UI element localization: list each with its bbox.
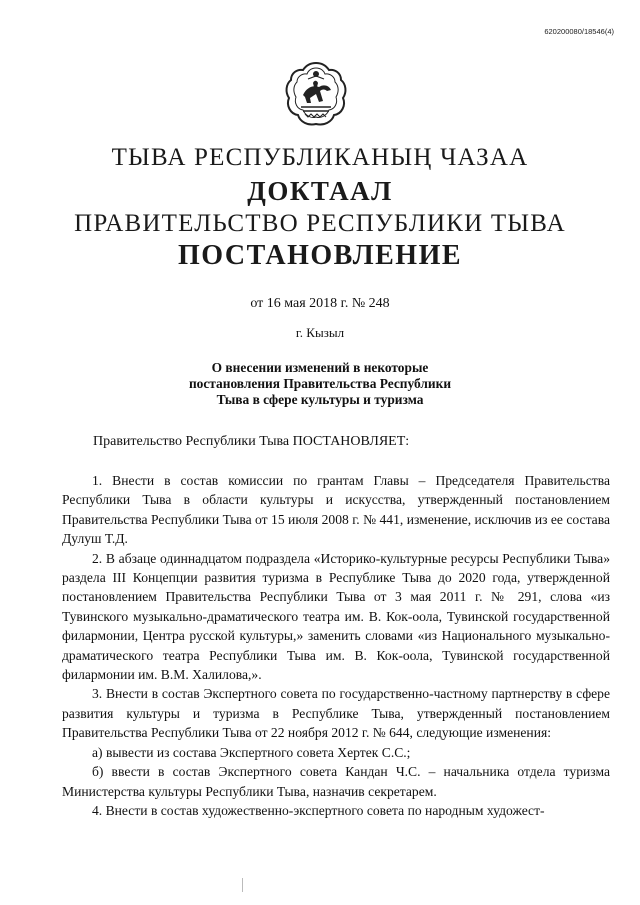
- header-postanovlenie: ПОСТАНОВЛЕНИЕ: [177, 240, 463, 271]
- paragraph-3: 3. Внести в состав Экспертного совета по государственно-частному партнерству в сфере развития культуры и туризма в Республике Тыва, утвержденный постановлением Правительства Республики Тыва от 22 ноября 2012 г. № 644, следующие изменения:: [62, 686, 610, 741]
- header-tuvan-doktaal: ДОКТААЛ: [247, 176, 393, 206]
- paragraph-2: 2. В абзаце одиннадцатом подраздела «Историко-культурные ресурсы Республики Тыва» раздела III Концепции развития туризма в Республике Тыва до 2020 года, утвержденной постановлением Правительства Республики Тыва от 3 мая 2011 г. № 291, слова «из Тувинского музыкально-драматического театра им. В. Кок-оола, Тувинской государственной филармонии, Центра русской культуры,» заменить словами «из Национального музыкально-драматического театра Республики Тыва им. В. Кок-оола, Тувинской государственной филармонии им. В.М. Халилова,».: [62, 550, 610, 683]
- document-id: 620200080/18546(4): [544, 27, 614, 36]
- tuva-coat-of-arms-icon: [283, 57, 349, 131]
- paragraph-3a: а) вывести из состава Экспертного совета Хертек С.С.;: [92, 744, 411, 760]
- document-body: [62, 471, 610, 820]
- document-city: г. Кызыл: [295, 325, 345, 340]
- scan-mark: [242, 878, 243, 892]
- header-russian-government: ПРАВИТЕЛЬСТВО РЕСПУБЛИКИ ТЫВА: [74, 210, 566, 237]
- paragraph-3b: б) ввести в состав Экспертного совета Кандан Ч.С. – начальника отдела туризма Министерства культуры Республики Тыва, назначив секретарем.: [62, 764, 610, 799]
- subject-line: О внесении изменений в некоторые: [211, 360, 429, 375]
- subject-line: Тыва в сфере культуры и туризма: [216, 392, 424, 407]
- preamble: Правительство Республики Тыва ПОСТАНОВЛЯЕТ:: [93, 434, 410, 449]
- paragraph-4: 4. Внести в состав художественно-экспертного совета по народным художест-: [92, 802, 545, 818]
- header-tuvan-government: ТЫВА РЕСПУБЛИКАНЫҢ ЧАЗАА: [111, 144, 529, 171]
- document-date-number: от 16 мая 2018 г. № 248: [250, 296, 390, 311]
- subject-line: постановления Правительства Республики: [188, 376, 452, 391]
- paragraph-1: 1. Внести в состав комиссии по грантам Главы – Председателя Правительства Республики Тыва в области культуры и искусства, утвержденный постановлением Правительства Республики Тыва от 15 июля 2008 г. № 441, изменение, исключив из ее состава Дулуш Т.Д.: [62, 473, 610, 547]
- document-subject: [140, 360, 500, 408]
